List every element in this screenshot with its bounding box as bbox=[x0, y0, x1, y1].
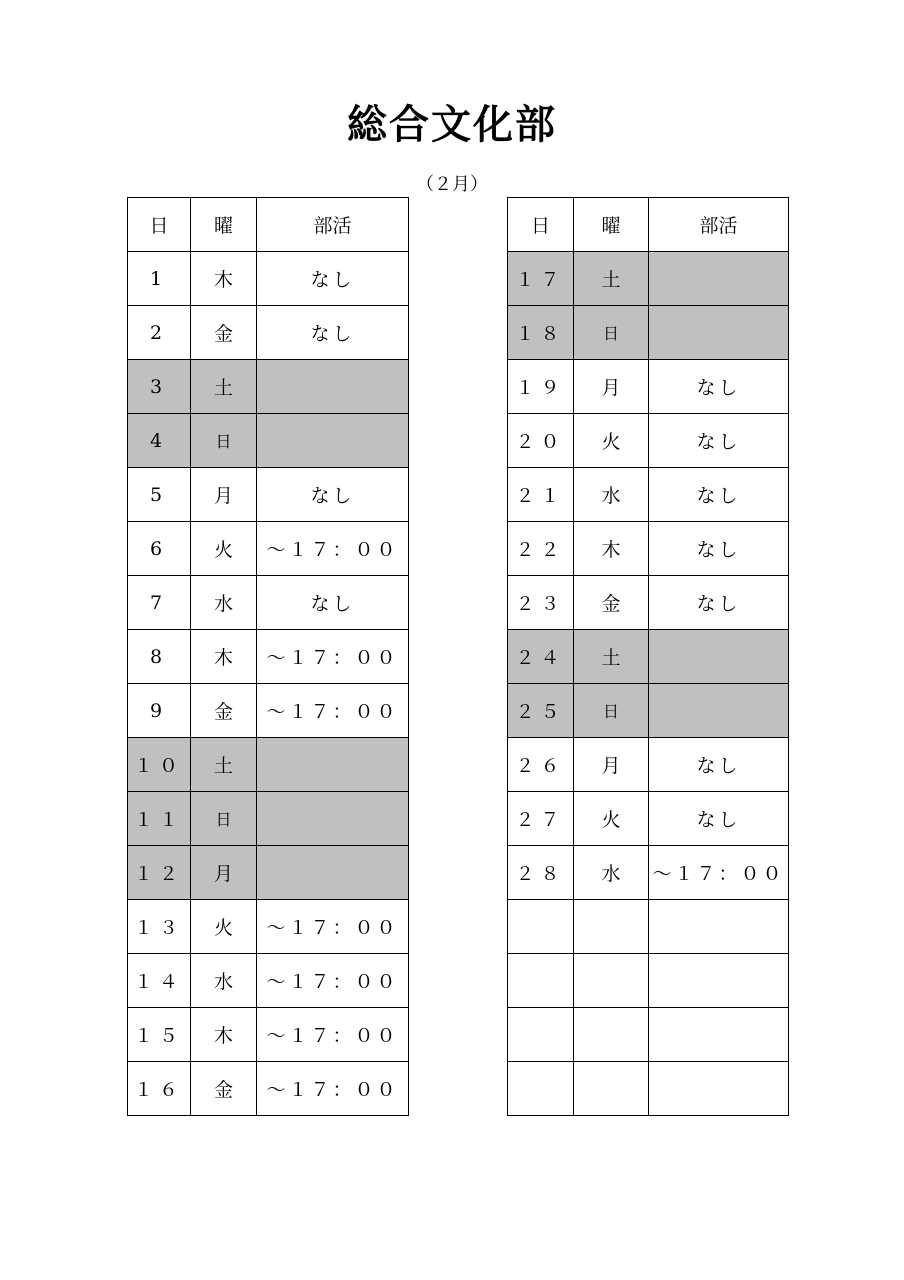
weekday-cell: 火 bbox=[191, 900, 257, 954]
page-subtitle: （２月） bbox=[416, 174, 488, 195]
day-cell: １４ bbox=[128, 954, 191, 1008]
weekday-cell: 水 bbox=[191, 954, 257, 1008]
day-cell: 8 bbox=[128, 630, 191, 684]
table-row bbox=[128, 738, 409, 792]
activity-cell bbox=[649, 306, 789, 360]
activity-cell: ～１７：００ bbox=[257, 684, 409, 738]
activity-cell: ～１７：００ bbox=[257, 630, 409, 684]
weekday-cell: 土 bbox=[191, 738, 257, 792]
table-row bbox=[128, 630, 409, 684]
activity-cell: なし bbox=[649, 792, 789, 846]
weekday-cell: 火 bbox=[574, 792, 649, 846]
weekday-cell: 月 bbox=[191, 846, 257, 900]
table-row bbox=[508, 738, 789, 792]
table-row bbox=[128, 252, 409, 306]
activity-cell: ～１７：００ bbox=[257, 954, 409, 1008]
weekday-cell: 木 bbox=[574, 522, 649, 576]
weekday-cell: 火 bbox=[574, 414, 649, 468]
header-day: 日 bbox=[128, 198, 191, 252]
table-row bbox=[128, 792, 409, 846]
table-row bbox=[508, 252, 789, 306]
activity-cell: なし bbox=[257, 306, 409, 360]
weekday-cell: 金 bbox=[191, 1062, 257, 1116]
table-row bbox=[508, 792, 789, 846]
weekday-cell: 月 bbox=[574, 360, 649, 414]
activity-cell bbox=[649, 1008, 789, 1062]
day-cell: ２０ bbox=[508, 414, 574, 468]
activity-cell: なし bbox=[649, 738, 789, 792]
table-row bbox=[508, 360, 789, 414]
table-row bbox=[128, 468, 409, 522]
day-cell: １５ bbox=[128, 1008, 191, 1062]
header-weekday: 曜 bbox=[574, 198, 649, 252]
weekday-cell: 金 bbox=[191, 306, 257, 360]
table-row bbox=[128, 522, 409, 576]
activity-cell: なし bbox=[257, 468, 409, 522]
table-row bbox=[508, 576, 789, 630]
activity-cell bbox=[649, 630, 789, 684]
activity-cell bbox=[257, 738, 409, 792]
table-row bbox=[508, 306, 789, 360]
schedule-table-left bbox=[127, 197, 409, 1116]
weekday-cell: 木 bbox=[191, 630, 257, 684]
activity-cell bbox=[649, 954, 789, 1008]
day-cell: ２６ bbox=[508, 738, 574, 792]
activity-cell bbox=[257, 414, 409, 468]
table-row bbox=[128, 1062, 409, 1116]
weekday-cell: 土 bbox=[574, 630, 649, 684]
day-cell: ２１ bbox=[508, 468, 574, 522]
activity-cell: なし bbox=[257, 576, 409, 630]
day-cell: 2 bbox=[128, 306, 191, 360]
weekday-cell: 火 bbox=[191, 522, 257, 576]
table-row bbox=[508, 684, 789, 738]
day-cell: 7 bbox=[128, 576, 191, 630]
activity-cell: ～１７：００ bbox=[649, 846, 789, 900]
table-row bbox=[128, 576, 409, 630]
day-cell: ２２ bbox=[508, 522, 574, 576]
weekday-cell: 土 bbox=[574, 252, 649, 306]
table-row bbox=[128, 954, 409, 1008]
day-cell bbox=[508, 1008, 574, 1062]
table-row bbox=[508, 846, 789, 900]
day-cell: １０ bbox=[128, 738, 191, 792]
weekday-cell bbox=[574, 954, 649, 1008]
day-cell: １１ bbox=[128, 792, 191, 846]
activity-cell: なし bbox=[649, 414, 789, 468]
weekday-cell: 月 bbox=[191, 468, 257, 522]
activity-cell bbox=[257, 846, 409, 900]
weekday-cell: 木 bbox=[191, 252, 257, 306]
activity-cell bbox=[257, 792, 409, 846]
table-row bbox=[508, 954, 789, 1008]
activity-cell bbox=[649, 252, 789, 306]
day-cell bbox=[508, 954, 574, 1008]
header-day: 日 bbox=[508, 198, 574, 252]
day-cell: １８ bbox=[508, 306, 574, 360]
weekday-cell: 木 bbox=[191, 1008, 257, 1062]
activity-cell: なし bbox=[649, 522, 789, 576]
table-row bbox=[128, 414, 409, 468]
weekday-cell: 日 bbox=[191, 414, 257, 468]
day-cell: ２４ bbox=[508, 630, 574, 684]
activity-cell: ～１７：００ bbox=[257, 522, 409, 576]
table-row bbox=[508, 1062, 789, 1116]
day-cell: １３ bbox=[128, 900, 191, 954]
day-cell: １２ bbox=[128, 846, 191, 900]
weekday-cell: 日 bbox=[191, 792, 257, 846]
weekday-cell: 土 bbox=[191, 360, 257, 414]
page-title: 総合文化部 bbox=[347, 101, 557, 148]
weekday-cell bbox=[574, 1008, 649, 1062]
day-cell: 4 bbox=[128, 414, 191, 468]
day-cell: 1 bbox=[128, 252, 191, 306]
day-cell: １７ bbox=[508, 252, 574, 306]
day-cell: 9 bbox=[128, 684, 191, 738]
header-activity: 部活 bbox=[257, 198, 409, 252]
day-cell: ２３ bbox=[508, 576, 574, 630]
day-cell bbox=[508, 1062, 574, 1116]
header-weekday: 曜 bbox=[191, 198, 257, 252]
weekday-cell bbox=[574, 1062, 649, 1116]
activity-cell: なし bbox=[649, 576, 789, 630]
day-cell: １６ bbox=[128, 1062, 191, 1116]
header-row bbox=[508, 198, 789, 252]
activity-cell bbox=[649, 1062, 789, 1116]
day-cell: 6 bbox=[128, 522, 191, 576]
activity-cell bbox=[649, 684, 789, 738]
weekday-cell: 水 bbox=[574, 468, 649, 522]
table-row bbox=[128, 846, 409, 900]
weekday-cell: 月 bbox=[574, 738, 649, 792]
table-row bbox=[128, 360, 409, 414]
day-cell: ２７ bbox=[508, 792, 574, 846]
weekday-cell: 金 bbox=[574, 576, 649, 630]
weekday-cell: 金 bbox=[191, 684, 257, 738]
table-row bbox=[508, 414, 789, 468]
weekday-cell bbox=[574, 900, 649, 954]
weekday-cell: 水 bbox=[574, 846, 649, 900]
day-cell: 5 bbox=[128, 468, 191, 522]
header-activity: 部活 bbox=[649, 198, 789, 252]
activity-cell: なし bbox=[649, 360, 789, 414]
activity-cell bbox=[257, 360, 409, 414]
activity-cell: なし bbox=[649, 468, 789, 522]
day-cell bbox=[508, 900, 574, 954]
activity-cell: ～１７：００ bbox=[257, 900, 409, 954]
activity-cell: なし bbox=[257, 252, 409, 306]
activity-cell: ～１７：００ bbox=[257, 1062, 409, 1116]
header-row bbox=[128, 198, 409, 252]
weekday-cell: 日 bbox=[574, 306, 649, 360]
table-row bbox=[128, 306, 409, 360]
day-cell: 3 bbox=[128, 360, 191, 414]
table-row bbox=[128, 1008, 409, 1062]
activity-cell bbox=[649, 900, 789, 954]
table-row bbox=[508, 1008, 789, 1062]
weekday-cell: 日 bbox=[574, 684, 649, 738]
day-cell: １９ bbox=[508, 360, 574, 414]
table-row bbox=[508, 630, 789, 684]
table-row bbox=[508, 522, 789, 576]
weekday-cell: 水 bbox=[191, 576, 257, 630]
day-cell: ２８ bbox=[508, 846, 574, 900]
table-row bbox=[508, 468, 789, 522]
day-cell: ２５ bbox=[508, 684, 574, 738]
table-row bbox=[508, 900, 789, 954]
activity-cell: ～１７：００ bbox=[257, 1008, 409, 1062]
table-row bbox=[128, 900, 409, 954]
table-row bbox=[128, 684, 409, 738]
schedule-table-right bbox=[507, 197, 789, 1116]
